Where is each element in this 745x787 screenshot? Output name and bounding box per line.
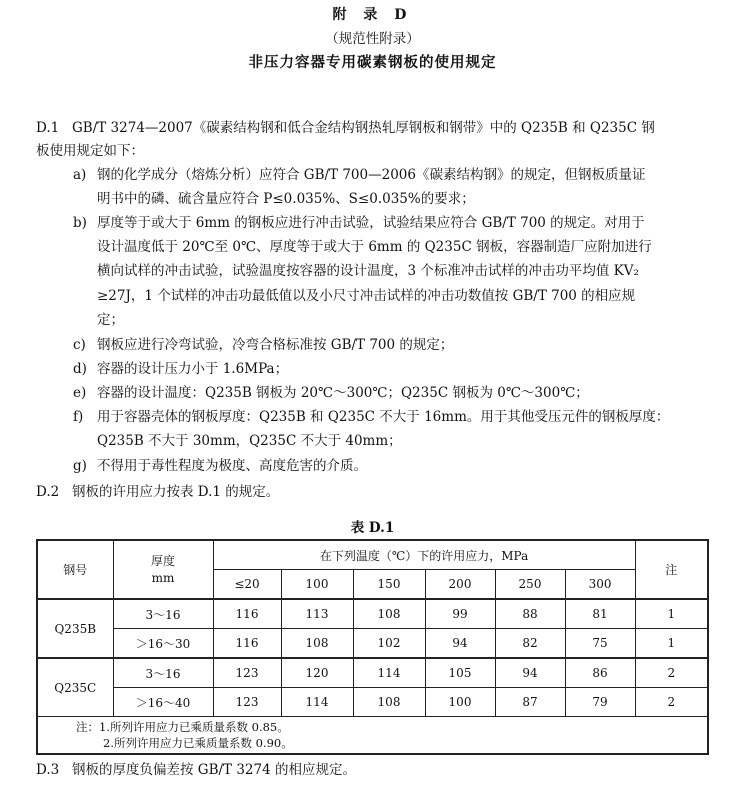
- item-e-line1: 容器的设计温度：Q235B 钢板为 20℃～300℃；Q235C 钢板为 0℃～300℃；: [97, 385, 589, 401]
- d1-label: D.1: [36, 120, 60, 136]
- temp-header: ≤20: [213, 570, 281, 600]
- item-c-mark: c): [73, 337, 86, 353]
- item-b-line5: 定；: [97, 312, 124, 328]
- appendix-heading: 附 录 D: [332, 7, 413, 23]
- table-row: [37, 629, 708, 659]
- appendix-title: 非压力容器专用碳素钢板的使用规定: [248, 54, 497, 71]
- stress-cell: 114: [281, 688, 353, 717]
- stress-cell: 75: [565, 629, 635, 659]
- stress-cell: 113: [281, 599, 353, 629]
- item-f-mark: f): [73, 409, 84, 425]
- table-note-1: 注：1.所列许用应力已乘质量系数 0.85。: [76, 720, 289, 734]
- header-thickness: [113, 540, 213, 599]
- stress-cell: 86: [565, 658, 635, 688]
- item-a-line2: 明书中的磷、硫含量应符合 P≤0.035%、S≤0.035%的要求；: [97, 191, 475, 207]
- stress-cell: 120: [281, 658, 353, 688]
- stress-cell: 123: [213, 688, 281, 717]
- stress-cell: 116: [213, 629, 281, 659]
- appendix-nature: （规范性附录）: [325, 31, 420, 47]
- item-g-mark: g): [73, 458, 87, 474]
- note-cell: 2: [635, 688, 708, 717]
- table-row: [37, 599, 708, 629]
- temp-header: 200: [425, 570, 495, 600]
- d2-text: 钢板的许用应力按表 D.1 的规定。: [72, 484, 280, 500]
- item-b-line4: ≥27J，1 个试样的冲击功最低值以及小尺寸冲击试样的冲击功数值按 GB/T 700 的相应规: [97, 288, 636, 304]
- grade-cell: Q235B: [37, 599, 113, 658]
- d1-line1: GB/T 3274—2007《碳素结构钢和低合金结构钢热轧厚钢板和钢带》中的 Q235B 和 Q235C 钢: [72, 120, 655, 136]
- stress-cell: 108: [281, 629, 353, 659]
- header-stress: 在下列温度（℃）下的许用应力，MPa: [213, 540, 635, 570]
- stress-cell: 94: [495, 658, 565, 688]
- item-a-line1: 钢的化学成分（熔炼分析）应符合 GB/T 700—2006《碳素结构钢》的规定，但钢板质量证: [97, 167, 646, 183]
- stress-cell: 88: [495, 599, 565, 629]
- stress-cell: 105: [425, 658, 495, 688]
- temp-header: 300: [565, 570, 635, 600]
- header-thickness-label: 厚度: [150, 553, 175, 568]
- thickness-cell: ＞16～40: [113, 688, 213, 717]
- thickness-cell: ＞16～30: [113, 629, 213, 659]
- d1-line2: 板使用规定如下：: [36, 143, 144, 159]
- temp-header: 100: [281, 570, 353, 600]
- table-title: 表 D.1: [350, 520, 395, 536]
- note-cell: 2: [635, 658, 708, 688]
- grade-cell: Q235C: [37, 658, 113, 717]
- stress-cell: 114: [353, 658, 425, 688]
- header-grade: 钢号: [37, 540, 113, 599]
- item-g-line1: 不得用于毒性程度为极度、高度危害的介质。: [97, 458, 367, 474]
- thickness-cell: 3～16: [113, 658, 213, 688]
- temp-header: 150: [353, 570, 425, 600]
- stress-cell: 79: [565, 688, 635, 717]
- note-cell: 1: [635, 629, 708, 659]
- note-cell: 1: [635, 599, 708, 629]
- item-b-mark: b): [73, 215, 87, 231]
- stress-cell: 82: [495, 629, 565, 659]
- stress-cell: 87: [495, 688, 565, 717]
- table-notes: [37, 717, 708, 755]
- d3-text: 钢板的厚度负偏差按 GB/T 3274 的相应规定。: [72, 762, 356, 778]
- header-note: 注: [635, 540, 708, 599]
- table-row: [37, 658, 708, 688]
- item-d-line1: 容器的设计压力小于 1.6MPa；: [97, 361, 289, 377]
- item-f-line1: 用于容器壳体的钢板厚度：Q235B 和 Q235C 不大于 16mm。用于其他受压元件的钢板厚度：: [97, 409, 670, 425]
- thickness-cell: 3～16: [113, 599, 213, 629]
- stress-cell: 123: [213, 658, 281, 688]
- item-e-mark: e): [73, 385, 87, 401]
- item-b-line1: 厚度等于或大于 6mm 的钢板应进行冲击试验，试验结果应符合 GB/T 700 的规定。对用于: [97, 215, 645, 231]
- table-note-2: 2.所列许用应力已乘质量系数 0.90。: [103, 736, 293, 750]
- d2-label: D.2: [36, 484, 60, 500]
- stress-cell: 99: [425, 599, 495, 629]
- item-f-line2: Q235B 不大于 30mm，Q235C 不大于 40mm；: [97, 433, 402, 449]
- stress-cell: 81: [565, 599, 635, 629]
- item-d-mark: d): [73, 361, 87, 377]
- stress-cell: 94: [425, 629, 495, 659]
- temp-header: 250: [495, 570, 565, 600]
- table-row: [37, 688, 708, 717]
- item-a-mark: a): [73, 167, 87, 183]
- allowable-stress-table: [36, 539, 709, 755]
- item-b-line3: 横向试样的冲击试验，试验温度按容器的设计温度，3 个标准冲击试样的冲击功平均值 KV₂: [97, 263, 639, 279]
- d3-label: D.3: [36, 762, 60, 778]
- stress-cell: 100: [425, 688, 495, 717]
- stress-cell: 108: [353, 599, 425, 629]
- item-c-line1: 钢板应进行冷弯试验，冷弯合格标准按 GB/T 700 的规定；: [97, 337, 454, 353]
- header-thickness-unit: mm: [151, 570, 175, 585]
- stress-cell: 102: [353, 629, 425, 659]
- item-b-line2: 设计温度低于 20℃至 0℃、厚度等于或大于 6mm 的 Q235C 钢板，容器制造厂应附加进行: [97, 239, 652, 255]
- stress-cell: 116: [213, 599, 281, 629]
- stress-cell: 108: [353, 688, 425, 717]
